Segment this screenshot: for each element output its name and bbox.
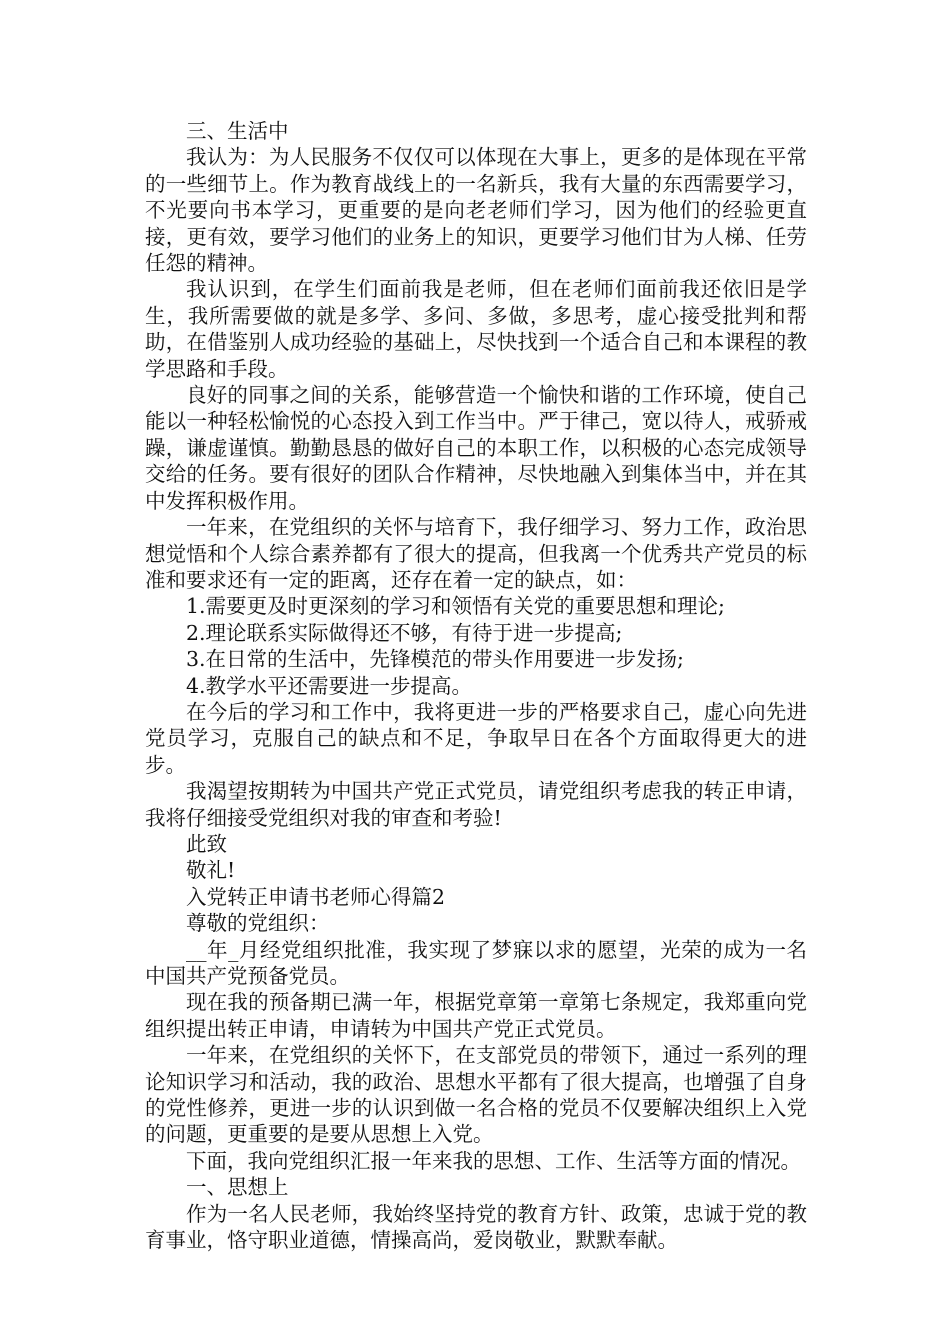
paragraph: 下面，我向党组织汇报一年来我的思想、工作、生活等方面的情况。 [186,1148,801,1173]
paragraph: 我认识到，在学生们面前我是老师，但在老师们面前我还依旧是学生，我所需要做的就是多学、多问、多做，多思考，虚心接受批判和帮助，在借鉴别人成功经验的基础上，尽快找到一个适合自己和本课程的教学思路和手段。 [145,277,807,381]
list-item: 1.需要更及时更深刻的学习和领悟有关党的重要思想和理论; [186,594,725,619]
paragraph: 现在我的预备期已满一年，根据党章第一章第七条规定，我郑重向党组织提出转正申请，申请转为中国共产党正式党员。 [145,990,807,1041]
paragraph: __年_月经党组织批准，我实现了梦寐以求的愿望，光荣的成为一名中国共产党预备党员。 [145,937,807,988]
section-heading-life: 三、生活中 [186,119,289,143]
document-body [145,118,807,1253]
paragraph: 良好的同事之间的关系，能够营造一个愉快和谐的工作环境，使自己能以一种轻松愉悦的心态投入到工作当中。严于律己，宽以待人，戒骄戒躁，谦虚谨慎。勤勤恳恳的做好自己的本职工作，以积极的心态完成领导交给的任务。要有很好的团队合作精神，尽快地融入到集体当中，并在其中发挥积极作用。 [145,383,807,513]
paragraph: 作为一名人民老师，我始终坚持党的教育方针、政策，忠诚于党的教育事业，恪守职业道德，情操高尚，爱岗敬业，默默奉献。 [145,1201,807,1253]
list-item: 3.在日常的生活中，先锋模范的带头作用要进一步发扬; [186,647,684,672]
article-title: 入党转正申请书老师心得篇2 [186,884,446,909]
closing-salutation: 此致 [186,831,227,856]
list-item: 4.教学水平还需要进一步提高。 [186,673,473,698]
closing-salutation: 敬礼! [186,858,236,883]
paragraph: 我渴望按期转为中国共产党正式党员，请党组织考虑我的转正申请，我将仔细接受党组织对我的审查和考验! [145,779,807,830]
paragraph: 一年来，在党组织的关怀下，在支部党员的带领下，通过一系列的理论知识学习和活动，我的政治、思想水平都有了很大提高，也增强了自身的党性修养，更进一步的认识到做一名合格的党员不仅要解决组织上入党的问题，更重要的是要从思想上入党。 [145,1043,807,1147]
paragraph: 一年来，在党组织的关怀与培育下，我仔细学习、努力工作，政治思想觉悟和个人综合素养都有了很大的提高，但我离一个优秀共产党员的标准和要求还有一定的距离，还存在着一定的缺点，如： [145,515,807,592]
paragraph: 在今后的学习和工作中，我将更进一步的严格要求自己，虚心向先进党员学习，克服自己的缺点和不足，争取早日在各个方面取得更大的进步。 [145,699,807,777]
greeting: 尊敬的党组织： [186,911,330,936]
list-item: 2.理论联系实际做得还不够，有待于进一步提高; [186,620,623,645]
section-heading-thought: 一、思想上 [186,1175,289,1200]
paragraph: 我认为：为人民服务不仅仅可以体现在大事上，更多的是体现在平常的一些细节上。作为教育战线上的一名新兵，我有大量的东西需要学习，不光要向书本学习，更重要的是向老老师们学习，因为他们的经验更直接，更有效，要学习他们的业务上的知识，更要学习他们甘为人梯、任劳任怨的精神。 [145,145,807,276]
